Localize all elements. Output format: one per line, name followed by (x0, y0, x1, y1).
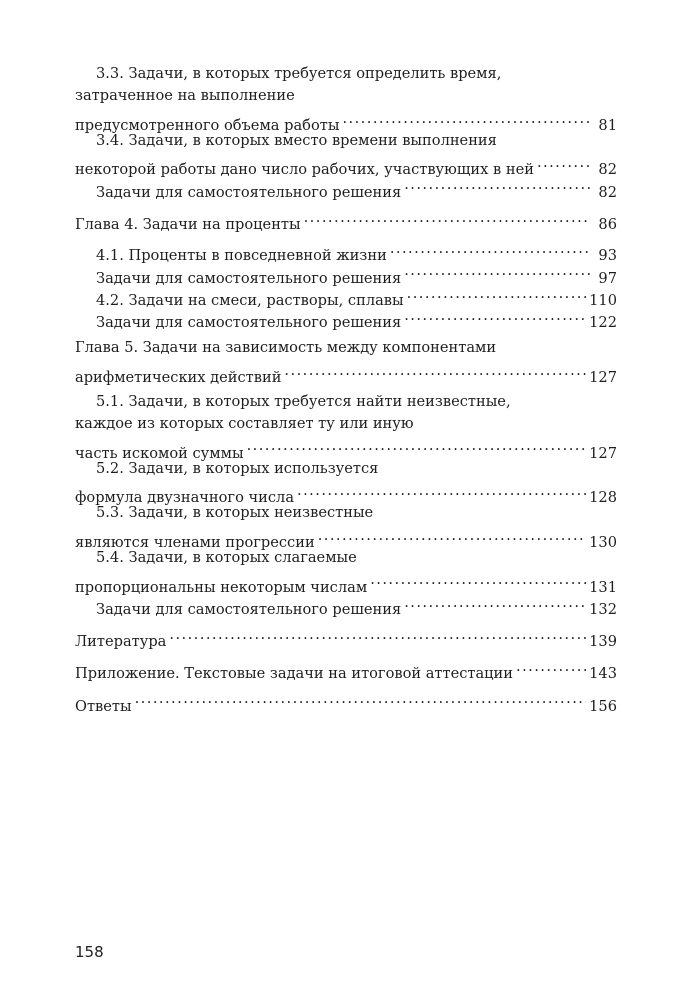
dot-leader (135, 688, 587, 710)
toc-page-number: 127 (589, 368, 617, 386)
toc-entry-text: 5.4. Задачи, в которых слагаемые (96, 548, 357, 566)
toc-page-number: 93 (598, 247, 617, 265)
toc-line (75, 480, 617, 507)
toc-entry-text: 3.3. Задачи, в которых требуется определить время, (96, 65, 502, 82)
toc-page-number: 132 (589, 600, 617, 618)
toc-entry-text: 5.3. Задачи, в которых неизвестные (96, 504, 374, 522)
toc-entry-text: 4.2. Задачи на смеси, растворы, сплавы (96, 291, 404, 309)
toc-entry (75, 238, 617, 265)
toc-entry-text: каждое из которых составляет ту или иную (75, 415, 414, 433)
toc-line (75, 130, 617, 152)
toc-page-number: 131 (589, 578, 617, 596)
dot-leader (370, 569, 586, 591)
page-number: 158 (75, 943, 104, 961)
toc-entry-text: предусмотренного объема работы (75, 116, 340, 134)
toc-line (75, 688, 617, 715)
dot-leader (247, 435, 587, 457)
toc-entry-text: 4.1. Проценты в повседневной жизни (96, 247, 387, 265)
dot-leader (297, 480, 586, 502)
toc-page-number: 143 (589, 665, 617, 683)
toc-page-number: 110 (589, 291, 617, 309)
toc-page-number: 82 (598, 183, 617, 201)
dot-leader (169, 624, 586, 646)
toc-entry-text: являются членами прогрессии (75, 533, 315, 551)
toc-line (75, 360, 617, 386)
toc-entry-text: Задачи для самостоятельного решения (96, 600, 402, 618)
toc-page-number: 81 (598, 116, 617, 134)
dot-leader (304, 207, 590, 229)
toc-page-number: 97 (598, 269, 617, 287)
toc-entry (75, 207, 617, 234)
dot-leader (404, 592, 586, 614)
toc-entry (75, 391, 617, 462)
toc-entry-text: Ответы (75, 697, 132, 715)
toc-line (75, 391, 617, 413)
toc-entry-text: Задачи для самостоятельного решения (96, 183, 402, 201)
toc-entry-text: некоторой работы дано число рабочих, участвующих в ней (75, 161, 534, 179)
toc-entry (75, 337, 617, 386)
toc-entry (75, 63, 617, 134)
toc-line (75, 435, 617, 462)
toc-line (75, 656, 617, 683)
toc-entry (75, 130, 617, 179)
toc-line (75, 547, 617, 569)
toc-page-number: 156 (589, 697, 617, 715)
toc-line (75, 63, 617, 85)
toc-entry-text: арифметических действий (75, 368, 282, 386)
dot-leader (404, 174, 590, 196)
toc-line (75, 238, 617, 265)
toc-entry (75, 688, 617, 715)
toc-line (75, 502, 617, 524)
toc-line (75, 458, 617, 480)
toc-line (75, 624, 617, 651)
toc-entry (75, 624, 617, 651)
toc-entry-text: Литература (75, 633, 167, 651)
toc-line (75, 337, 617, 359)
toc-line (75, 152, 617, 179)
dot-leader (404, 305, 586, 327)
toc-line (75, 108, 617, 134)
dot-leader (284, 360, 586, 382)
toc-page-number: 86 (598, 216, 617, 234)
toc-entry-text: часть искомой суммы (75, 444, 244, 462)
toc-page-number: 122 (589, 314, 617, 332)
toc-entry-text: 3.4. Задачи, в которых вместо времени выполнения (96, 131, 497, 149)
toc-page-number: 127 (589, 444, 617, 462)
dot-leader (407, 283, 587, 305)
dot-leader (342, 108, 590, 130)
toc-entry (75, 656, 617, 683)
toc-line (75, 413, 617, 435)
dot-leader (318, 525, 586, 547)
toc-page-number: 139 (589, 633, 617, 651)
dot-leader (390, 238, 590, 260)
toc-page-number: 128 (589, 489, 617, 507)
toc-line (75, 207, 617, 234)
toc-entry-text: затраченное на выполнение (75, 87, 295, 105)
toc-entry-text: формула двузначного числа (75, 489, 295, 507)
toc-entry-text: Глава 5. Задачи на зависимость между компонентами (75, 339, 497, 357)
toc-entry-text: Задачи для самостоятельного решения (96, 269, 402, 287)
dot-leader (537, 152, 590, 174)
table-of-contents (75, 63, 617, 715)
toc-line (75, 85, 617, 107)
toc-line (75, 525, 617, 551)
toc-entry-text: 5.1. Задачи, в которых требуется найти неизвестные, (96, 392, 511, 410)
dot-leader (516, 656, 586, 678)
dot-leader (404, 260, 590, 282)
toc-entry-text: Приложение. Текстовые задачи на итоговой аттестации (75, 665, 513, 683)
toc-page-number: 82 (598, 161, 617, 179)
toc-entry-text: 5.2. Задачи, в которых используется (96, 459, 379, 477)
toc-entry (75, 458, 617, 507)
toc-entry-text: Глава 4. Задачи на проценты (75, 216, 301, 234)
toc-page-number: 130 (589, 533, 617, 551)
toc-entry-text: пропорциональны некоторым числам (75, 578, 368, 596)
toc-entry (75, 502, 617, 551)
toc-line (75, 569, 617, 596)
toc-entry-text: Задачи для самостоятельного решения (96, 314, 402, 332)
toc-entry (75, 547, 617, 596)
